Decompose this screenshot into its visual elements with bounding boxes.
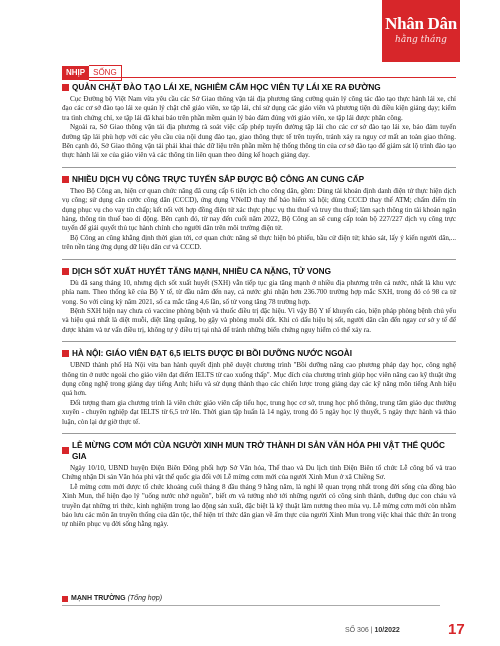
article-4 <box>62 348 456 427</box>
article-title: QUẢN CHẶT ĐÀO TẠO LÁI XE, NGHIÊM CẤM HỌC VIÊN TỰ LÁI XE RA ĐƯỜNG <box>62 82 456 93</box>
newspaper-logo <box>382 0 460 62</box>
issue-separator: | <box>370 627 373 634</box>
article-paragraph: Lễ mừng cơm mới được tổ chức khoảng cuối tháng 8 đầu tháng 9 hằng năm, là nghi lễ quan trọng nhất trong đời sống của đồng bào Xinh Mun, thể hiện đạo lý "uống nước nhớ nguồn", biết ơn và tưởng nhớ tới những người có công sinh thành, dưỡng dục con cháu và truyền đạt những tri thức, kinh nghiệm trong lao động sản xuất, đặc biệt là kỹ thuật làm nương theo mùa vụ. Lễ mừng cơm mới còn nhằm bảo lưu các môn ăn truyền thống của dân tộc, thể hiện trí thức dân gian về ẩm thực của người Xinh Mun trong việc khai thác thức ăn trong tự nhiên phục vụ đời sống hằng ngày. <box>62 482 456 529</box>
author-name: MẠNH TRƯỜNG <box>71 595 126 602</box>
section-rule <box>62 77 456 78</box>
article-title: LỄ MỪNG CƠM MỚI CỦA NGƯỜI XINH MUN TRỞ THÀNH DI SẢN VĂN HÓA PHI VẬT THỂ QUỐC GIA <box>62 440 456 462</box>
article-divider <box>62 433 456 434</box>
articles-column <box>62 82 456 530</box>
square-bullet-icon <box>62 176 69 183</box>
article-title: HÀ NỘI: GIÁO VIÊN ĐẠT 6,5 IELTS ĐƯỢC ĐI BỒI DƯỠNG NƯỚC NGOÀI <box>62 348 456 359</box>
article-divider <box>62 259 456 260</box>
logo-subtitle: hằng tháng <box>395 35 447 45</box>
author-credit <box>62 595 162 602</box>
square-bullet-icon <box>62 596 68 602</box>
article-title: DỊCH SỐT XUẤT HUYẾT TĂNG MẠNH, NHIỀU CA NẶNG, TỬ VONG <box>62 266 456 277</box>
article-paragraph: Ngoài ra, Sở Giao thông vận tải địa phương rà soát việc cấp phép tuyến đường tập lái cho các cơ sở đào tạo lái xe, bảo đảm tuyến đường tập lái phù hợp với các yêu cầu của nội dung đào tạo, giao thông thực tế trên tuyến, tránh xảy ra nguy cơ mất an toàn giao thông. Bên cạnh đó, Sở Giao thông vận tải phải khai thác dữ liệu trên phần mềm hệ thống thông tin của cơ sở đào tạo để giám sát lộ trình đào tạo thực hành lái xe của giáo viên và các thông tin liên quan theo đúng kế hoạch giảng dạy. <box>62 123 456 160</box>
article-5 <box>62 440 456 530</box>
article-title: NHIỀU DỊCH VỤ CÔNG TRỰC TUYẾN SẮP ĐƯỢC BỘ CÔNG AN CUNG CẤP <box>62 174 456 185</box>
article-paragraph: Ngày 10/10, UBND huyện Điện Biên Đông phối hợp Sở Văn hóa, Thể thao và Du lịch tỉnh Điện Biên tổ chức Lễ công bố và trao Chứng nhận Di sản Văn hóa phi vật thể quốc gia đối với Lễ mừng cơm mới của người Xinh Mun ở xã Chiềng Sơ. <box>62 463 456 482</box>
article-3 <box>62 266 456 335</box>
issue-date: 10/2022 <box>374 627 400 634</box>
article-paragraph: Bệnh SXH hiện nay chưa có vaccine phòng bệnh và thuốc điều trị đặc hiệu. Vì vậy Bộ Y tế khuyến cáo, biện pháp phòng bệnh chủ yếu và hiệu quả nhất là diệt muỗi, diệt lăng quăng, bọ gậy và phòng muỗi đốt. Khi có dấu hiệu bị sốt, người dân cần đến ngay cơ sở y tế để được khám và tư vấn điều trị, không tự ý điều trị tại nhà để tránh những biến chứng nguy hiểm có thể xảy ra. <box>62 306 456 334</box>
square-bullet-icon <box>62 268 69 275</box>
article-paragraph: Theo Bộ Công an, hiện cơ quan chức năng đã cung cấp 6 tiện ích cho công dân, gồm: Dùng tài khoản định danh điện tử thực hiện dịch vụ công; sử dụng căn cước công dân (CCCD), ứng dụng VNeID thay thế bảo hiểm xã hội; dùng CCCD thay thế ATM; chấm điểm tín dụng phục vụ cho vay tín chấp; kết nối với hợp đồng điện tử xác thực phục vụ thu thuế và truy thu thuế; làm sạch thông tin tài khoản ngân hàng, thông tin thuế bao di động. Bên cạnh đó, từ nay đến cuối năm 2022, Bộ Công an sẽ cung cấp toàn bộ 227/227 dịch vụ công trực tuyến để giải quyết thủ tục hành chính cho người dân trên môi trường điện tử. <box>62 186 456 233</box>
square-bullet-icon <box>62 350 69 357</box>
footer-rule <box>62 605 440 606</box>
page-number: 17 <box>448 621 465 638</box>
square-bullet-icon <box>62 84 69 91</box>
article-2 <box>62 174 456 253</box>
article-paragraph: Bộ Công an cũng khẳng định thời gian tới, cơ quan chức năng sẽ thực hiện bỏ phiếu, bầu cử điện tử; khảo sát, lấy ý kiến người dân,... trên nền tảng ứng dụng dữ liệu dân cư và CCCD. <box>62 233 456 252</box>
logo-title: Nhân Dân <box>385 14 457 33</box>
article-divider <box>62 341 456 342</box>
issue-info <box>345 627 400 634</box>
article-paragraph: Cục Đường bộ Việt Nam vừa yêu cầu các Sở Giao thông vận tải địa phương tăng cường quản lý công tác đào tạo thực hành lái xe, chỉ đạo các cơ sở đào tạo lái xe quản lý chặt chẽ giáo viên, xe tập lái, chỉ sử dụng các giáo viên và phương tiện đủ điều kiện giảng dạy; kiểm tra tình chứng chỉ, xe tập lái đã khai báo trên phần mềm quản lý bảo đảm đúng với giáo viên, xe tập lái được phân công. <box>62 95 456 122</box>
article-1 <box>62 82 456 161</box>
section-label-secondary: SỐNG <box>89 65 122 81</box>
square-bullet-icon <box>62 447 69 454</box>
issue-number: SỐ 306 <box>345 627 369 634</box>
article-paragraph: Dù đã sang tháng 10, nhưng dịch sốt xuất huyết (SXH) vẫn tiếp tục gia tăng mạnh ở nhiều địa phương trên cả nước, nhất là khu vực phía nam. Theo thống kê của Bộ Y tế, từ đầu năm đến nay, cả nước ghi nhận hơn 236.700 trường hợp mắc SXH, trong đó có 98 ca tử vong. So với cùng kỳ năm 2021, số ca mắc tăng 4,6 lần, số tử vong tăng 78 trường hợp. <box>62 278 456 306</box>
article-paragraph: Đối tượng tham gia chương trình là viên chức giáo viên cấp tiểu học, trung học cơ sở, trung học phổ thông, trung tâm giáo dục thường xuyên - chuyên nghiệp đạt IELTS từ 6,5 trở lên. Thời gian tập huấn là 14 ngày, trong đó 5 ngày học lý thuyết, 5 ngày thực hành và thảo luận, còn lại dự giờ thực tế. <box>62 398 456 426</box>
section-label-primary: NHỊP <box>62 66 89 80</box>
article-paragraph: UBND thành phố Hà Nội vừa ban hành quyết định phê duyệt chương trình "Bồi dưỡng nâng cao phương pháp dạy học, công nghệ thông tin ở nước ngoài cho giáo viên đạt điểm IELTS từ cao xuống thấp". Mục đích của chương trình giúp học viên nâng cao kỹ thuật ứng dụng công nghệ trong giảng dạy tiếng Anh; hiểu và sử dụng thành thạo các chiến lược trong giảng dạy các kỹ năng môn tiếng Anh hiệu quả hơn. <box>62 361 456 398</box>
author-note: (Tổng hợp) <box>127 595 163 602</box>
article-divider <box>62 167 456 168</box>
